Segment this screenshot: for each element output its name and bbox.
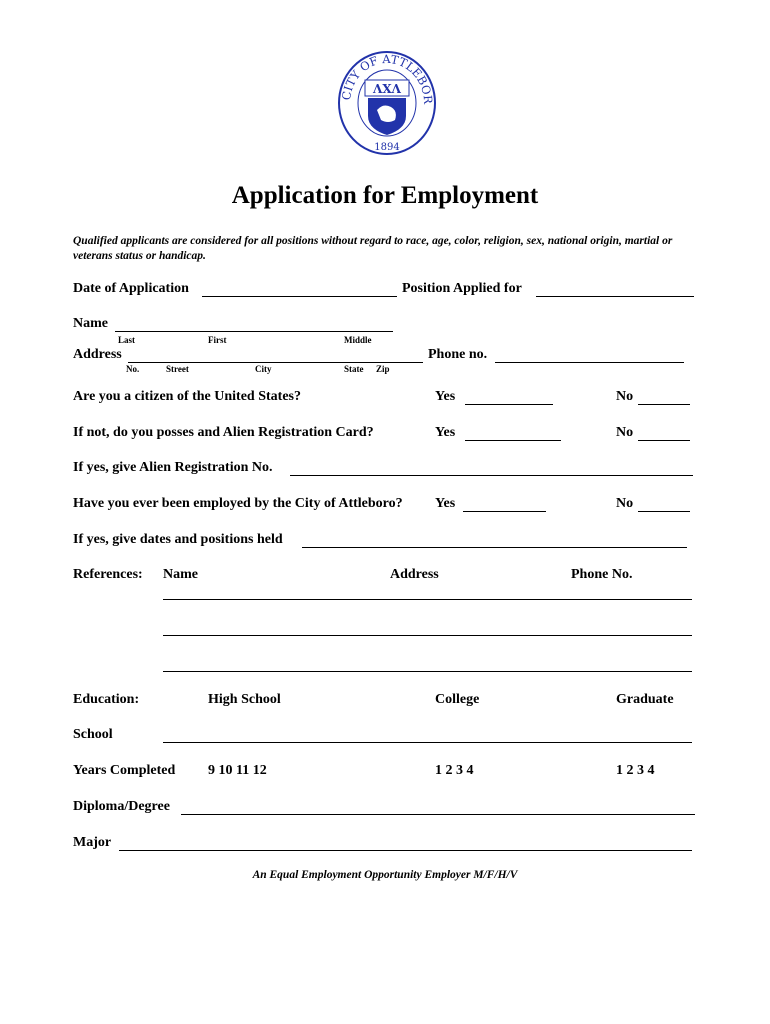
employed-no-label: No xyxy=(616,496,634,511)
citizen-no-field[interactable] xyxy=(638,404,690,405)
name-label: Name xyxy=(73,316,108,331)
address-state-sublabel: State xyxy=(344,364,364,374)
college-years-options[interactable]: 1 2 3 4 xyxy=(435,763,474,778)
employed-before-question: Have you ever been employed by the City of Attleboro? xyxy=(73,496,403,511)
alien-card-question: If not, do you posses and Alien Registration Card? xyxy=(73,425,374,440)
seal-emblem-text: ΛXΛ xyxy=(373,82,401,96)
dates-positions-label: If yes, give dates and positions held xyxy=(73,532,283,547)
name-middle-sublabel: Middle xyxy=(344,335,372,345)
phone-field[interactable] xyxy=(495,362,684,363)
references-name-column: Name xyxy=(163,567,198,582)
employed-yes-label: Yes xyxy=(435,496,456,511)
address-field[interactable] xyxy=(128,362,423,363)
citizen-yes-field[interactable] xyxy=(465,404,553,405)
dates-positions-field[interactable] xyxy=(302,547,687,548)
education-college-column: College xyxy=(435,692,480,707)
eeo-footer: An Equal Employment Opportunity Employer M/F/H/V xyxy=(252,869,518,881)
reference-3-field[interactable] xyxy=(163,671,692,672)
name-field[interactable] xyxy=(115,331,393,332)
alien-number-field[interactable] xyxy=(290,475,693,476)
reference-1-field[interactable] xyxy=(163,599,692,600)
major-label: Major xyxy=(73,835,112,850)
address-street-sublabel: Street xyxy=(166,364,189,374)
education-label: Education: xyxy=(73,692,140,707)
address-city-sublabel: City xyxy=(255,364,272,374)
position-applied-label: Position Applied for xyxy=(402,281,522,296)
alien-card-no-label: No xyxy=(616,425,634,440)
address-no-sublabel: No. xyxy=(126,364,140,374)
references-address-column: Address xyxy=(390,567,439,582)
years-completed-label: Years Completed xyxy=(73,763,176,778)
references-label: References: xyxy=(73,567,143,582)
reference-2-field[interactable] xyxy=(163,635,692,636)
education-high-school-column: High School xyxy=(208,692,281,707)
graduate-years-options[interactable]: 1 2 3 4 xyxy=(616,763,655,778)
city-seal-logo xyxy=(337,50,437,156)
alien-card-yes-field[interactable] xyxy=(465,440,561,441)
name-last-sublabel: Last xyxy=(118,335,136,345)
name-first-sublabel: First xyxy=(208,335,227,345)
eeo-statement: Qualified applicants are considered for all positions without regard to race, age, color, religion, sex, national origin, martial or veterans status or handicap. xyxy=(73,235,673,262)
seal-year: 1894 xyxy=(374,142,400,153)
address-zip-sublabel: Zip xyxy=(376,364,390,374)
employed-no-field[interactable] xyxy=(638,511,690,512)
alien-card-no-field[interactable] xyxy=(638,440,690,441)
citizen-question: Are you a citizen of the United States? xyxy=(73,389,301,404)
date-of-application-label: Date of Application xyxy=(73,281,189,296)
page-title: Application for Employment xyxy=(231,182,539,209)
citizen-yes-label: Yes xyxy=(435,389,456,404)
school-label: School xyxy=(73,727,113,742)
diploma-label: Diploma/Degree xyxy=(73,799,170,814)
education-graduate-column: Graduate xyxy=(616,692,674,707)
address-label: Address xyxy=(73,347,122,362)
alien-card-yes-label: Yes xyxy=(435,425,456,440)
date-of-application-field[interactable] xyxy=(202,296,397,297)
citizen-no-label: No xyxy=(616,389,634,404)
references-phone-column: Phone No. xyxy=(571,567,633,582)
alien-number-label: If yes, give Alien Registration No. xyxy=(73,460,273,475)
employed-yes-field[interactable] xyxy=(463,511,546,512)
major-field[interactable] xyxy=(119,850,692,851)
seal-ring-text: CITY OF ATTLEBOR xyxy=(338,51,436,105)
position-applied-field[interactable] xyxy=(536,296,694,297)
diploma-field[interactable] xyxy=(181,814,695,815)
school-field[interactable] xyxy=(163,742,692,743)
high-school-years-options[interactable]: 9 10 11 12 xyxy=(208,763,267,778)
phone-label: Phone no. xyxy=(428,347,488,362)
